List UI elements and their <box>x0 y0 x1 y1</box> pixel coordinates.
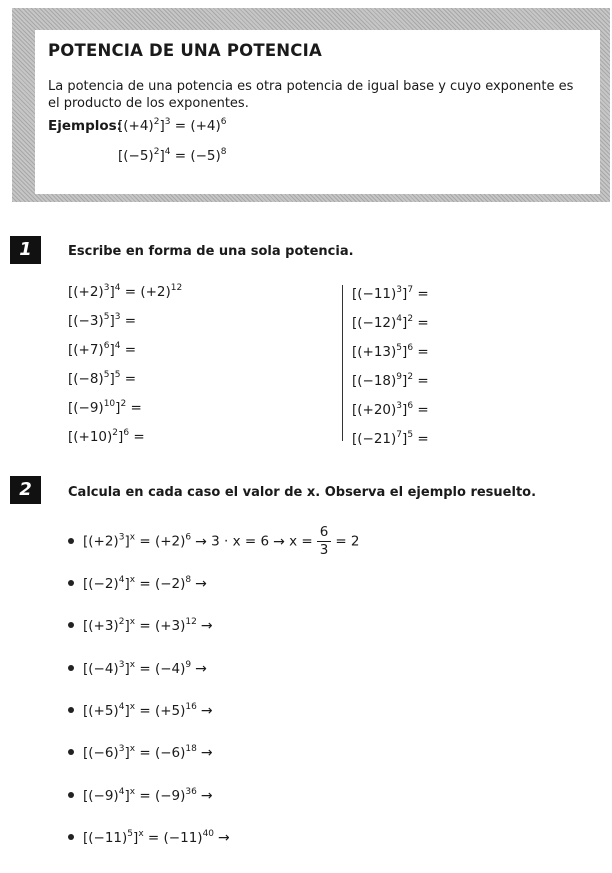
exercise-2-item <box>68 576 207 592</box>
outer-exponent: 7 <box>407 285 414 295</box>
example-1-result: = (+4) <box>170 118 221 134</box>
theory-box-frame <box>12 8 610 202</box>
power-base: [(−2) <box>83 576 119 592</box>
result-exponent: 12 <box>170 283 183 293</box>
power-base: [(−8) <box>68 371 104 387</box>
exercise-2-item <box>68 661 207 677</box>
result-exponent: 36 <box>185 786 197 797</box>
power-base: [(+20) <box>352 402 397 418</box>
solved-base: [(+2) <box>83 533 119 550</box>
x-exponent: x <box>129 659 136 670</box>
inner-exponent: 2 <box>118 617 125 628</box>
solved-step: 3 · x = 6 <box>211 533 270 550</box>
column-divider <box>342 285 343 441</box>
solved-fraction <box>317 524 332 559</box>
bracket: ] <box>109 284 115 300</box>
result: = (−11) <box>143 829 203 846</box>
solved-exp-result: 6 <box>185 532 192 543</box>
bracket: ] <box>402 286 408 302</box>
equals: = (+2) <box>120 284 171 300</box>
x-exponent: x <box>129 701 136 712</box>
equals: = <box>126 400 142 416</box>
result-exponent: 40 <box>202 828 215 839</box>
solved-exp-inner: 3 <box>118 532 125 543</box>
inner-exponent: 3 <box>396 401 403 411</box>
exercise-2-item <box>68 745 213 761</box>
exercise-2-number: 2 <box>10 476 41 504</box>
arrow-icon: → <box>195 576 207 592</box>
inner-exponent: 5 <box>127 828 134 839</box>
example-1-bracket: ] <box>159 118 165 134</box>
equals: = <box>120 313 137 329</box>
bracket: ] <box>124 787 130 804</box>
inner-exponent: 7 <box>396 430 403 440</box>
theory-text: La potencia de una potencia es otra potencia de igual base y cuyo exponente es el producto de los exponentes. <box>48 79 574 111</box>
bracket: ] <box>124 618 130 635</box>
bullet-icon <box>68 580 74 586</box>
exercise-1-instruction: Escribe en forma de una sola potencia. <box>68 244 354 259</box>
power-base: [(+5) <box>83 702 119 719</box>
inner-exponent: 4 <box>118 786 125 797</box>
exercise-1-number: 1 <box>10 236 41 264</box>
outer-exponent: 6 <box>407 401 414 411</box>
x-exponent: x <box>129 786 136 797</box>
arrow-icon: → <box>273 533 285 550</box>
inner-exponent: 10 <box>103 399 116 409</box>
solved-exp-x: x <box>129 532 136 543</box>
example-2-bracket: ] <box>159 148 165 164</box>
power-base: [(+3) <box>83 618 119 635</box>
outer-exponent: 6 <box>123 428 130 438</box>
arrow-icon: → <box>200 618 213 635</box>
exercise-2-item <box>68 788 213 804</box>
bracket: ] <box>109 342 115 358</box>
exercise-1-right-column <box>352 285 429 459</box>
power-base: [(−11) <box>352 286 397 302</box>
exercise-1-item <box>68 428 182 457</box>
inner-exponent: 4 <box>118 701 125 712</box>
equals: = <box>413 402 429 418</box>
x-exponent: x <box>129 617 136 628</box>
inner-exponent: 2 <box>112 428 119 438</box>
bracket: ] <box>133 829 139 846</box>
inner-exponent: 5 <box>396 343 403 353</box>
example-line-1 <box>48 118 585 134</box>
exercise-2-instruction: Calcula en cada caso el valor de x. Observa el ejemplo resuelto. <box>68 485 537 500</box>
bracket: ] <box>115 400 121 416</box>
outer-exponent: 5 <box>407 430 414 440</box>
inner-exponent: 3 <box>118 744 125 755</box>
result-exponent: 9 <box>185 659 192 670</box>
arrow-icon: → <box>195 533 207 550</box>
outer-exponent: 4 <box>114 341 121 351</box>
bracket: ] <box>118 429 124 445</box>
bracket: ] <box>402 402 408 418</box>
bullet-icon <box>68 538 74 544</box>
bullet-icon <box>68 707 74 713</box>
power-base: [(−21) <box>352 431 397 447</box>
exercise-1-item <box>68 370 182 399</box>
exercise-1-item <box>352 401 429 430</box>
exercise-2-item <box>68 830 230 846</box>
example-1-exp-outer: 3 <box>164 117 171 127</box>
exercise-1-item <box>352 372 429 401</box>
inner-exponent: 5 <box>103 312 110 322</box>
arrow-icon: → <box>200 745 213 762</box>
exercise-2-item <box>68 618 213 634</box>
examples-label: Ejemplos: <box>48 118 123 134</box>
example-1-exp-result: 6 <box>220 117 227 127</box>
power-base: [(−12) <box>352 315 397 331</box>
bracket: ] <box>124 702 130 719</box>
bracket: ] <box>124 745 130 762</box>
arrow-icon: → <box>195 660 207 677</box>
solved-bracket: ] <box>124 533 130 550</box>
bullet-icon <box>68 622 74 628</box>
bracket: ] <box>124 660 130 677</box>
outer-exponent: 3 <box>114 312 121 322</box>
solved-answer: = 2 <box>335 533 360 550</box>
result: = (+5) <box>135 702 186 719</box>
outer-exponent: 5 <box>114 370 121 380</box>
example-2-exp-result: 8 <box>220 147 227 157</box>
inner-exponent: 4 <box>396 314 403 324</box>
result: = (−6) <box>135 745 186 762</box>
outer-exponent: 2 <box>407 314 414 324</box>
result: = (−4) <box>135 660 186 677</box>
power-base: [(+2) <box>68 284 104 300</box>
power-base: [(−9) <box>68 400 104 416</box>
power-base: [(−4) <box>83 660 119 677</box>
fraction-numerator: 6 <box>317 524 332 542</box>
x-exponent: x <box>129 744 136 755</box>
outer-exponent: 2 <box>407 372 414 382</box>
power-base: [(−11) <box>83 829 128 846</box>
solved-result: = (+2) <box>135 533 186 550</box>
power-base: [(−6) <box>83 745 119 762</box>
bracket: ] <box>402 344 408 360</box>
inner-exponent: 3 <box>396 285 403 295</box>
fraction-denominator: 3 <box>319 542 329 558</box>
equals: = <box>413 431 429 447</box>
bracket: ] <box>109 371 115 387</box>
example-line-2 <box>48 148 585 164</box>
inner-exponent: 6 <box>103 341 110 351</box>
outer-exponent: 4 <box>114 283 121 293</box>
equals: = <box>413 286 429 302</box>
bullet-icon <box>68 665 74 671</box>
exercise-1-item <box>68 283 182 312</box>
result-exponent: 16 <box>185 701 197 712</box>
arrow-icon: → <box>200 702 213 719</box>
bullet-icon <box>68 834 74 840</box>
bullet-icon <box>68 792 74 798</box>
exercise-1-item <box>352 285 429 314</box>
bracket: ] <box>109 313 115 329</box>
x-exponent: x <box>129 575 136 585</box>
exercise-1-item <box>352 430 429 459</box>
power-base: [(−9) <box>83 787 119 804</box>
outer-exponent: 2 <box>120 399 127 409</box>
inner-exponent: 5 <box>103 370 110 380</box>
theory-title: POTENCIA DE UNA POTENCIA <box>48 41 322 60</box>
power-base: [(−3) <box>68 313 104 329</box>
result: = (−2) <box>135 576 186 592</box>
power-base: [(+7) <box>68 342 104 358</box>
x-exponent: x <box>138 828 144 839</box>
equals: = <box>413 373 429 389</box>
exercise-1-item <box>352 343 429 372</box>
outer-exponent: 6 <box>407 343 414 353</box>
example-2-result: = (−5) <box>170 148 221 164</box>
bracket: ] <box>124 576 130 592</box>
solved-example <box>68 524 360 559</box>
example-2-exp-outer: 4 <box>164 147 171 157</box>
inner-exponent: 9 <box>396 372 403 382</box>
inner-exponent: 3 <box>118 659 125 670</box>
bracket: ] <box>402 373 408 389</box>
example-1-exp-inner: 2 <box>153 117 160 127</box>
inner-exponent: 4 <box>118 575 125 585</box>
inner-exponent: 3 <box>103 283 110 293</box>
equals: = <box>129 429 145 445</box>
solved-x-equals: x = <box>289 533 313 550</box>
equals: = <box>413 344 429 360</box>
example-1-base: [(+4) <box>118 118 154 134</box>
result-exponent: 12 <box>185 617 197 628</box>
power-base: [(−18) <box>352 373 397 389</box>
result: = (−9) <box>135 787 186 804</box>
bullet-icon <box>68 749 74 755</box>
bracket: ] <box>402 431 408 447</box>
exercise-1-left-column <box>68 283 182 457</box>
equals: = <box>413 315 429 331</box>
arrow-icon: → <box>200 787 213 804</box>
exercise-1-item <box>68 312 182 341</box>
equals: = <box>120 342 137 358</box>
exercise-1-item <box>352 314 429 343</box>
example-2-base: [(−5) <box>118 148 154 164</box>
arrow-icon: → <box>218 829 230 846</box>
result: = (+3) <box>135 618 186 635</box>
exercise-2-item <box>68 703 213 719</box>
equals: = <box>120 371 137 387</box>
theory-box <box>35 30 600 194</box>
exercise-1-item <box>68 399 182 428</box>
bracket: ] <box>402 315 408 331</box>
example-2-exp-inner: 2 <box>153 147 160 157</box>
power-base: [(+13) <box>352 344 397 360</box>
result-exponent: 18 <box>185 744 197 755</box>
exercise-1-item <box>68 341 182 370</box>
result-exponent: 8 <box>185 575 192 585</box>
power-base: [(+10) <box>68 429 113 445</box>
